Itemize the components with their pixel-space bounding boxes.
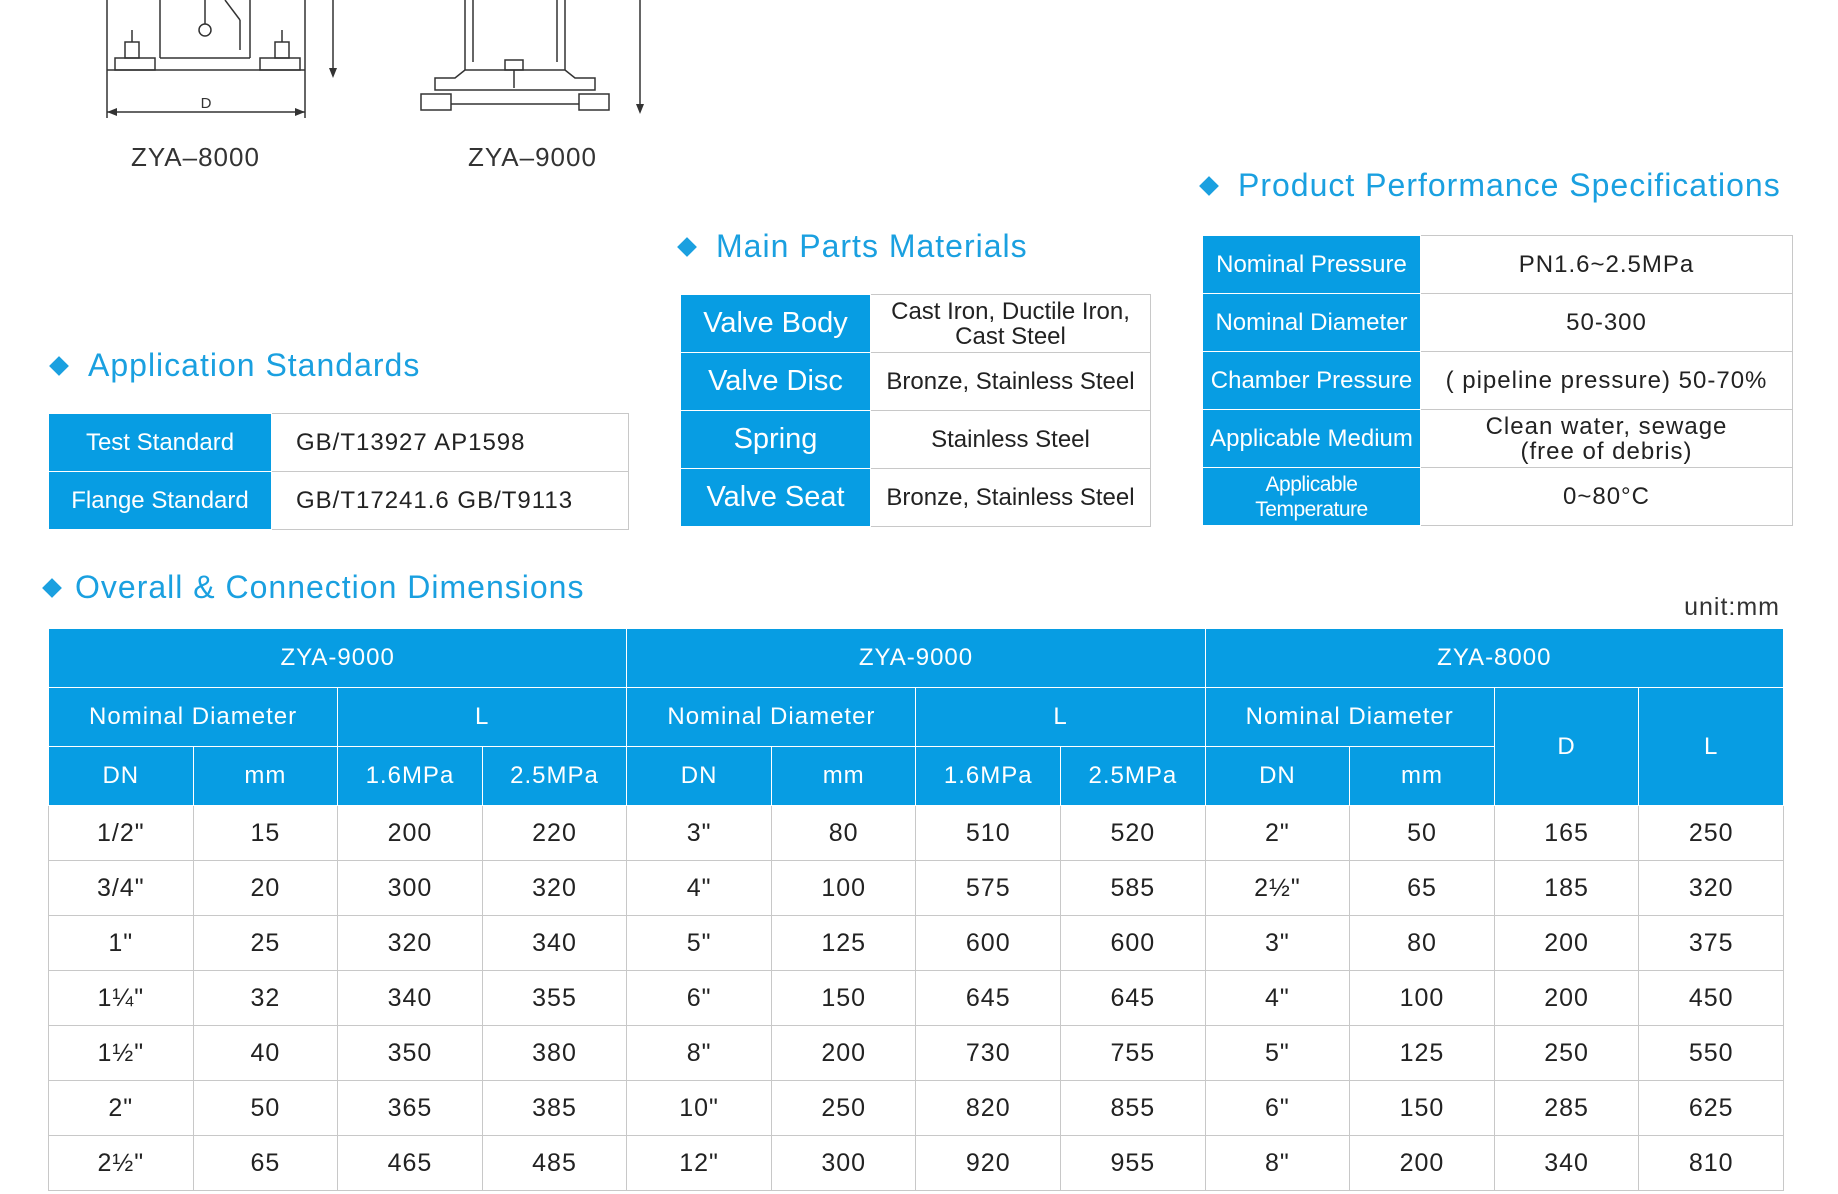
table-cell: 8" <box>627 1026 772 1081</box>
table-cell: 5" <box>627 916 772 971</box>
table-cell: 955 <box>1061 1136 1206 1191</box>
table-cell: 355 <box>482 971 627 1026</box>
table-cell: 730 <box>916 1026 1061 1081</box>
performance-table <box>1202 235 1793 526</box>
diamond-bullet-icon <box>42 578 62 598</box>
table-cell: 820 <box>916 1081 1061 1136</box>
table-cell: 25 <box>193 916 338 971</box>
application-standards-heading <box>52 347 420 384</box>
part-material: Cast Iron, Ductile Iron, Cast Steel <box>871 295 1151 353</box>
table-row <box>681 295 1151 353</box>
spec-key: Nominal Diameter <box>1203 294 1421 352</box>
table-cell: 575 <box>916 861 1061 916</box>
group-header: ZYA-9000 <box>627 629 1205 688</box>
table-cell: 285 <box>1494 1081 1639 1136</box>
table-cell: 250 <box>771 1081 916 1136</box>
length-header: L <box>338 688 627 747</box>
part-name: Spring <box>681 411 871 469</box>
length-header: L <box>1639 688 1784 806</box>
zya-8000-label: ZYA–8000 <box>131 142 260 172</box>
main-parts-table <box>680 294 1151 527</box>
table-cell: 220 <box>482 806 627 861</box>
pressure-16-header: 1.6MPa <box>338 747 483 806</box>
pressure-16-header: 1.6MPa <box>916 747 1061 806</box>
table-row <box>49 806 1784 861</box>
table-cell: 185 <box>1494 861 1639 916</box>
table-cell: 1/2" <box>49 806 194 861</box>
table-cell: 510 <box>916 806 1061 861</box>
table-cell: 10" <box>627 1081 772 1136</box>
table-row <box>681 353 1151 411</box>
mm-header: mm <box>1350 747 1495 806</box>
table-row <box>49 1081 1784 1136</box>
table-cell: 250 <box>1494 1026 1639 1081</box>
table-header-row <box>49 688 1784 747</box>
part-name: Valve Body <box>681 295 871 353</box>
table-cell: 12" <box>627 1136 772 1191</box>
table-cell: 465 <box>338 1136 483 1191</box>
table-cell: 200 <box>1494 916 1639 971</box>
unit-label: unit:mm <box>1684 593 1780 621</box>
table-cell: 645 <box>1061 971 1206 1026</box>
part-material: Bronze, Stainless Steel <box>871 469 1151 527</box>
nominal-diameter-header: Nominal Diameter <box>1205 688 1494 747</box>
table-cell: 2" <box>1205 806 1350 861</box>
table-cell: 65 <box>193 1136 338 1191</box>
table-cell: 340 <box>338 971 483 1026</box>
spec-key: Flange Standard <box>49 472 272 530</box>
length-header: L <box>916 688 1205 747</box>
diamond-bullet-icon <box>1199 176 1219 196</box>
table-cell: 3" <box>1205 916 1350 971</box>
table-cell: 600 <box>1061 916 1206 971</box>
dn-header: DN <box>49 747 194 806</box>
table-cell: 1" <box>49 916 194 971</box>
table-cell: 600 <box>916 916 1061 971</box>
table-cell: 40 <box>193 1026 338 1081</box>
main-parts-heading <box>680 228 1028 265</box>
table-cell: 585 <box>1061 861 1206 916</box>
dn-header: DN <box>627 747 772 806</box>
table-cell: 100 <box>1350 971 1495 1026</box>
zya-8000-drawing <box>95 0 365 130</box>
spec-key: Test Standard <box>49 414 272 472</box>
table-cell: 15 <box>193 806 338 861</box>
table-cell: 2" <box>49 1081 194 1136</box>
table-cell: 50 <box>1350 806 1495 861</box>
table-cell: 20 <box>193 861 338 916</box>
table-header-row <box>49 629 1784 688</box>
table-row <box>49 414 629 472</box>
application-standards-table <box>48 413 629 530</box>
mm-header: mm <box>193 747 338 806</box>
spec-key: Nominal Pressure <box>1203 236 1421 294</box>
table-row <box>1203 352 1793 410</box>
table-cell: 2½" <box>1205 861 1350 916</box>
table-cell: 375 <box>1639 916 1784 971</box>
mm-header: mm <box>771 747 916 806</box>
table-cell: 65 <box>1350 861 1495 916</box>
table-cell: 2½" <box>49 1136 194 1191</box>
table-cell: 200 <box>771 1026 916 1081</box>
table-row <box>1203 294 1793 352</box>
dimension-d-label: D <box>200 95 212 112</box>
table-cell: 4" <box>627 861 772 916</box>
table-cell: 8" <box>1205 1136 1350 1191</box>
spec-value: Clean water, sewage (free of debris) <box>1421 410 1793 468</box>
table-row <box>49 1026 1784 1081</box>
diamond-bullet-icon <box>49 356 69 376</box>
table-cell: 80 <box>1350 916 1495 971</box>
group-header: ZYA-8000 <box>1205 629 1783 688</box>
table-cell: 380 <box>482 1026 627 1081</box>
spec-value: GB/T17241.6 GB/T9113 <box>272 472 629 530</box>
spec-value: ( pipeline pressure) 50-70% <box>1421 352 1793 410</box>
table-cell: 340 <box>1494 1136 1639 1191</box>
table-cell: 200 <box>1350 1136 1495 1191</box>
table-cell: 250 <box>1639 806 1784 861</box>
table-row <box>681 411 1151 469</box>
table-cell: 3/4" <box>49 861 194 916</box>
dimensions-heading <box>45 569 584 606</box>
table-cell: 80 <box>771 806 916 861</box>
table-cell: 810 <box>1639 1136 1784 1191</box>
table-cell: 350 <box>338 1026 483 1081</box>
table-cell: 385 <box>482 1081 627 1136</box>
diamond-bullet-icon <box>677 237 697 257</box>
dn-header: DN <box>1205 747 1350 806</box>
table-cell: 920 <box>916 1136 1061 1191</box>
main-parts-title: Main Parts Materials <box>716 228 1028 264</box>
table-row <box>1203 468 1793 526</box>
table-row <box>1203 236 1793 294</box>
table-cell: 150 <box>1350 1081 1495 1136</box>
table-cell: 625 <box>1639 1081 1784 1136</box>
spec-value: GB/T13927 AP1598 <box>272 414 629 472</box>
zya-9000-label: ZYA–9000 <box>468 142 597 172</box>
spec-key: Chamber Pressure <box>1203 352 1421 410</box>
performance-title: Product Performance Specifications <box>1238 167 1781 203</box>
table-cell: 4" <box>1205 971 1350 1026</box>
nominal-diameter-header: Nominal Diameter <box>49 688 338 747</box>
table-cell: 320 <box>338 916 483 971</box>
d-header: D <box>1494 688 1639 806</box>
table-row <box>1203 410 1793 468</box>
table-cell: 5" <box>1205 1026 1350 1081</box>
table-cell: 6" <box>1205 1081 1350 1136</box>
spec-value: PN1.6~2.5MPa <box>1421 236 1793 294</box>
table-row <box>49 971 1784 1026</box>
part-material: Stainless Steel <box>871 411 1151 469</box>
table-cell: 645 <box>916 971 1061 1026</box>
dimensions-title: Overall & Connection Dimensions <box>75 569 585 605</box>
table-cell: 150 <box>771 971 916 1026</box>
table-cell: 125 <box>771 916 916 971</box>
application-standards-title: Application Standards <box>88 347 421 383</box>
nominal-diameter-header: Nominal Diameter <box>627 688 916 747</box>
table-row <box>49 916 1784 971</box>
table-cell: 50 <box>193 1081 338 1136</box>
table-cell: 3" <box>627 806 772 861</box>
table-cell: 450 <box>1639 971 1784 1026</box>
table-row <box>681 469 1151 527</box>
table-cell: 100 <box>771 861 916 916</box>
table-cell: 485 <box>482 1136 627 1191</box>
spec-value: 50-300 <box>1421 294 1793 352</box>
table-cell: 755 <box>1061 1026 1206 1081</box>
table-cell: 340 <box>482 916 627 971</box>
table-row <box>49 472 629 530</box>
table-cell: 32 <box>193 971 338 1026</box>
zya-9000-drawing <box>415 0 685 130</box>
group-header: ZYA-9000 <box>49 629 627 688</box>
table-cell: 855 <box>1061 1081 1206 1136</box>
table-cell: 320 <box>1639 861 1784 916</box>
table-row <box>49 1136 1784 1191</box>
spec-key: Applicable Medium <box>1203 410 1421 468</box>
table-cell: 365 <box>338 1081 483 1136</box>
pressure-25-header: 2.5MPa <box>482 747 627 806</box>
table-cell: 320 <box>482 861 627 916</box>
table-cell: 520 <box>1061 806 1206 861</box>
table-cell: 300 <box>338 861 483 916</box>
table-cell: 165 <box>1494 806 1639 861</box>
table-cell: 125 <box>1350 1026 1495 1081</box>
spec-key: Applicable Temperature <box>1203 468 1421 526</box>
table-cell: 200 <box>338 806 483 861</box>
table-cell: 300 <box>771 1136 916 1191</box>
performance-heading <box>1202 167 1781 204</box>
table-cell: 200 <box>1494 971 1639 1026</box>
pressure-25-header: 2.5MPa <box>1061 747 1206 806</box>
spec-value: 0~80°C <box>1421 468 1793 526</box>
dimensions-table <box>48 628 1784 1191</box>
table-cell: 1½" <box>49 1026 194 1081</box>
table-cell: 1¼" <box>49 971 194 1026</box>
part-name: Valve Seat <box>681 469 871 527</box>
table-cell: 550 <box>1639 1026 1784 1081</box>
dimensions-table-body <box>49 806 1784 1191</box>
table-cell: 6" <box>627 971 772 1026</box>
table-row <box>49 861 1784 916</box>
part-material: Bronze, Stainless Steel <box>871 353 1151 411</box>
part-name: Valve Disc <box>681 353 871 411</box>
